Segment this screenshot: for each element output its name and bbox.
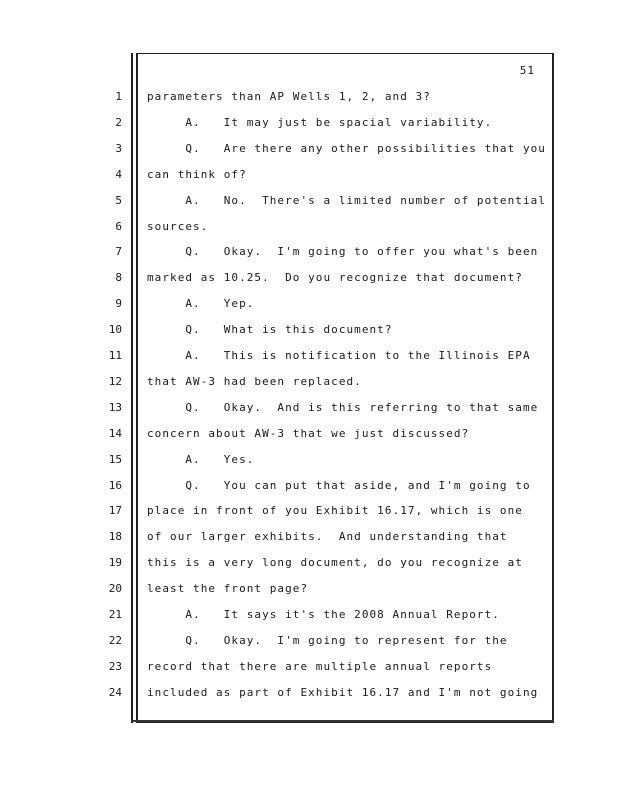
line-number: 8 [115, 271, 122, 285]
transcript-line [0, 245, 619, 271]
line-number: 3 [115, 141, 122, 155]
transcript-line [0, 271, 619, 297]
line-text: Q. You can put that aside, and I'm going to [147, 478, 531, 492]
transcript-line [0, 504, 619, 530]
line-number: 4 [115, 167, 122, 181]
line-text: A. It says it's the 2008 Annual Report. [147, 608, 500, 621]
line-text: sources. [147, 219, 209, 233]
transcript-line [0, 142, 619, 168]
line-text: place in front of you Exhibit 16.17, which is one [147, 504, 523, 518]
page-number: 51 [519, 64, 535, 77]
line-text: A. This is notification to the Illinois EPA [147, 349, 531, 362]
line-number: 24 [108, 685, 122, 699]
transcript-line [0, 427, 619, 453]
line-text: marked as 10.25. Do you recognize that document? [147, 271, 523, 285]
transcript-line [0, 323, 619, 349]
line-number: 14 [108, 426, 122, 440]
line-number: 7 [115, 245, 122, 259]
line-number: 16 [108, 478, 122, 492]
line-text: A. Yes. [147, 452, 255, 466]
line-number: 11 [108, 349, 122, 362]
line-text: Q. Are there any other possibilities that you [147, 141, 546, 155]
line-text: least the front page? [147, 582, 309, 596]
line-text: included as part of Exhibit 16.17 and I'm not going [147, 685, 539, 699]
line-text: Q. What is this document? [147, 323, 393, 337]
line-text: A. Yep. [147, 297, 255, 311]
transcript-line [0, 634, 619, 660]
bottom-margin-rule [131, 720, 554, 722]
transcript-line [0, 556, 619, 582]
transcript-line [0, 349, 619, 375]
line-number: 15 [108, 452, 122, 466]
line-number: 10 [108, 323, 122, 337]
transcript-line [0, 660, 619, 686]
transcript-line [0, 194, 619, 220]
line-number: 22 [108, 633, 122, 647]
line-number: 18 [108, 530, 122, 544]
line-number: 5 [115, 193, 122, 207]
transcript-line [0, 90, 619, 116]
line-text: that AW-3 had been replaced. [147, 374, 362, 388]
transcript-line [0, 530, 619, 556]
transcript-line [0, 168, 619, 194]
line-number: 6 [115, 219, 122, 233]
line-text: A. No. There's a limited number of potential [147, 193, 546, 207]
transcript-line [0, 375, 619, 401]
line-number: 21 [108, 608, 122, 621]
line-number: 20 [108, 582, 122, 596]
line-number: 12 [108, 374, 122, 388]
line-text: Q. Okay. And is this referring to that same [147, 400, 539, 414]
line-text: Q. Okay. I'm going to offer you what's been [147, 245, 539, 259]
line-number: 23 [108, 659, 122, 673]
transcript-line [0, 582, 619, 608]
line-text: record that there are multiple annual reports [147, 659, 493, 673]
line-text: Q. Okay. I'm going to represent for the [147, 633, 508, 647]
line-number: 9 [115, 297, 122, 311]
line-number: 17 [108, 504, 122, 518]
line-text: of our larger exhibits. And understanding that [147, 530, 508, 544]
transcript-line [0, 401, 619, 427]
transcript-line [0, 116, 619, 142]
line-text: can think of? [147, 167, 247, 181]
transcript-line [0, 220, 619, 246]
transcript-line [0, 686, 619, 712]
line-number: 13 [108, 400, 122, 414]
transcript-line [0, 297, 619, 323]
line-number: 1 [115, 90, 122, 103]
line-text: this is a very long document, do you recognize at [147, 556, 523, 570]
transcript-line [0, 479, 619, 505]
line-text: parameters than AP Wells 1, 2, and 3? [147, 90, 431, 103]
transcript-line [0, 453, 619, 479]
transcript-line [0, 608, 619, 634]
line-text: A. It may just be spacial variability. [147, 115, 493, 129]
line-number: 19 [108, 556, 122, 570]
line-number: 2 [115, 115, 122, 129]
line-text: concern about AW-3 that we just discussed? [147, 426, 470, 440]
